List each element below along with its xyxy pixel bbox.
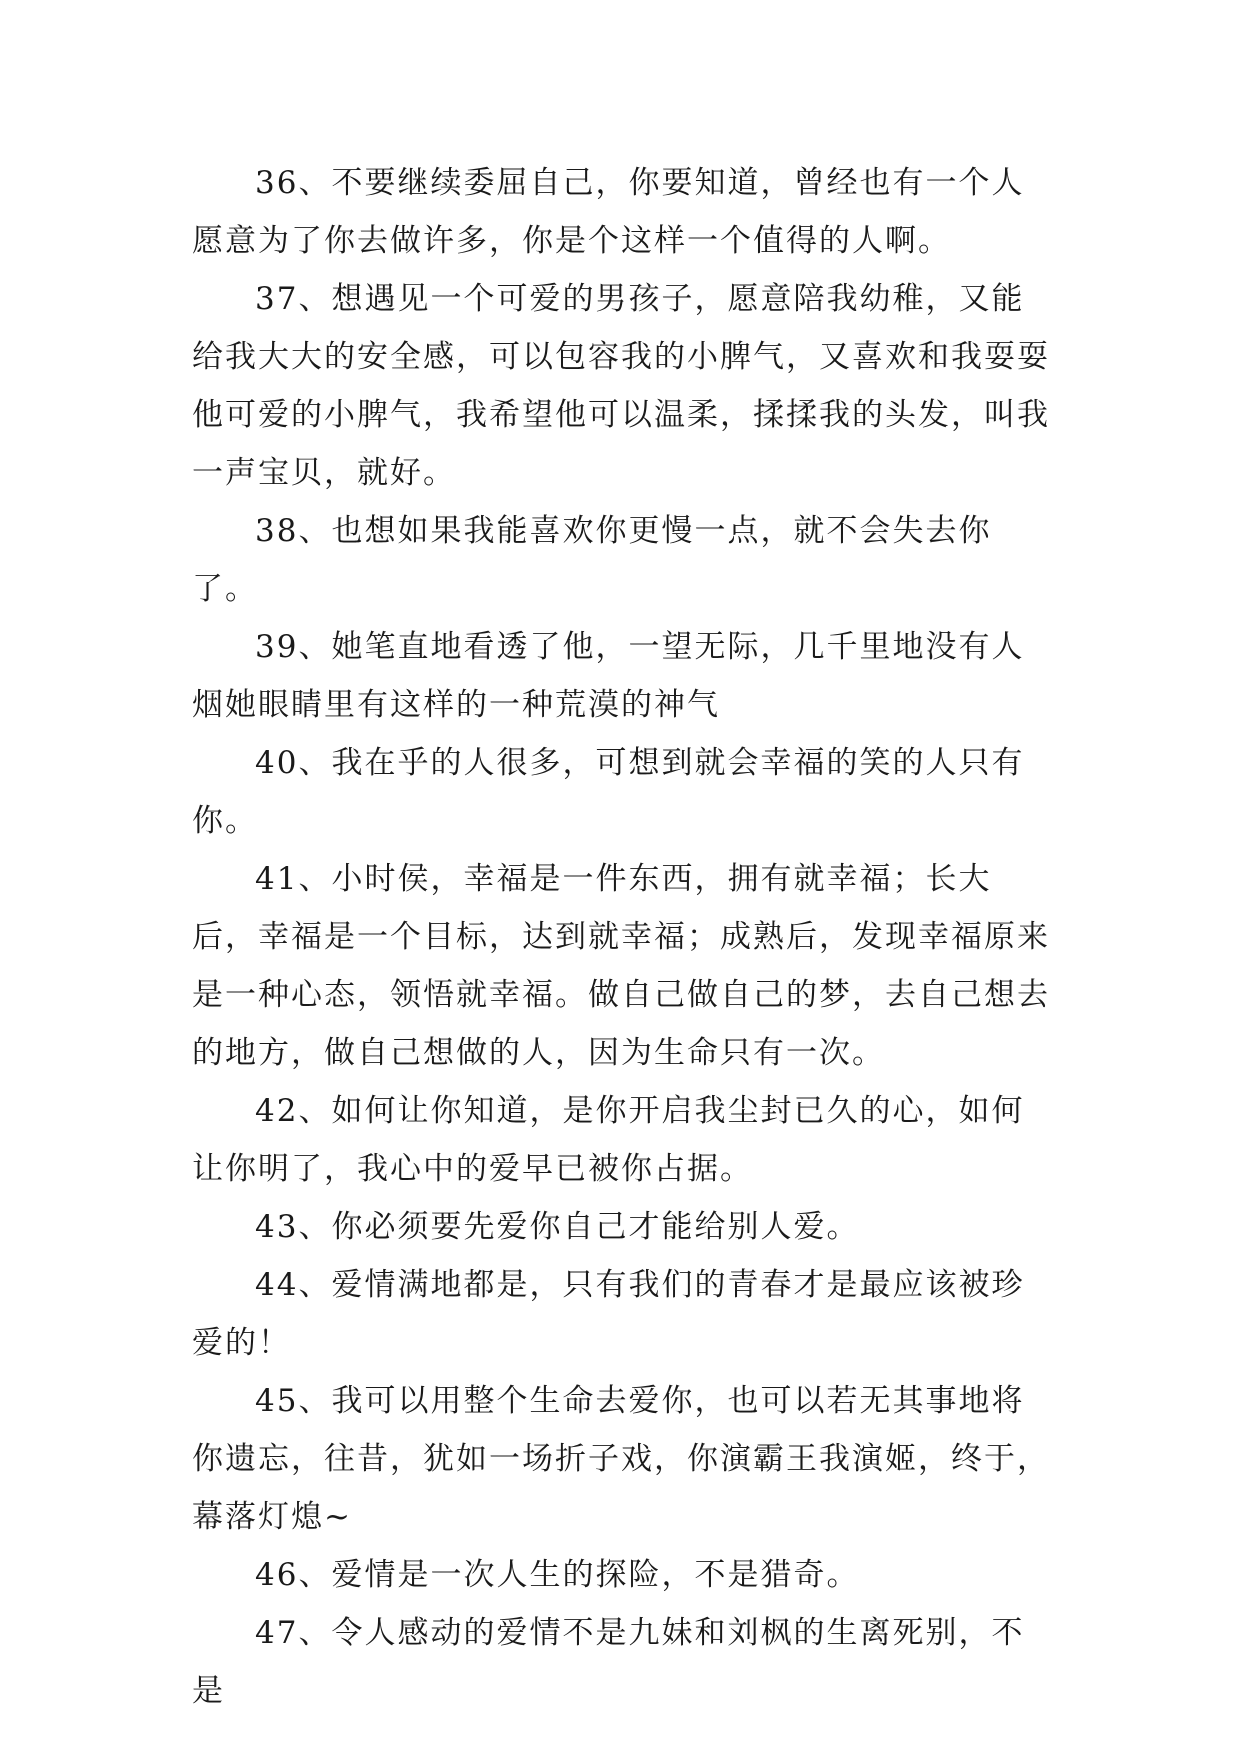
paragraph-43: 43、你必须要先爱你自己才能给别人爱。	[255, 1209, 860, 1245]
paragraph-40: 40、我在乎的人很多，可想到就会幸福的笑的人只有你。	[192, 745, 1025, 839]
paragraph-45: 45、我可以用整个生命去爱你，也可以若无其事地将你遗忘，往昔，犹如一场折子戏，你演霸王我演姬，终于，幕落灯熄~	[192, 1383, 1050, 1535]
paragraph-47: 47、令人感动的爱情不是九妹和刘枫的生离死别，不是	[192, 1615, 1025, 1709]
paragraph-37: 37、想遇见一个可爱的男孩子，愿意陪我幼稚，又能给我大大的安全感，可以包容我的小脾气，又喜欢和我耍耍他可爱的小脾气，我希望他可以温柔，揉揉我的头发，叫我一声宝贝，就好。	[192, 281, 1050, 491]
paragraph-46: 46、爱情是一次人生的探险，不是猎奇。	[255, 1557, 860, 1593]
paragraph-39: 39、她笔直地看透了他，一望无际，几千里地没有人烟她眼睛里有这样的一种荒漠的神气	[192, 629, 1025, 723]
paragraph-36: 36、不要继续委屈自己，你要知道，曾经也有一个人愿意为了你去做许多，你是个这样一个值得的人啊。	[192, 165, 1025, 259]
paragraph-42: 42、如何让你知道，是你开启我尘封已久的心，如何让你明了，我心中的爱早已被你占据。	[192, 1093, 1025, 1187]
paragraph-44: 44、爱情满地都是，只有我们的青春才是最应该被珍爱的！	[192, 1267, 1025, 1361]
document-body	[192, 154, 1057, 1720]
paragraph-41: 41、小时侯，幸福是一件东西，拥有就幸福；长大后，幸福是一个目标，达到就幸福；成熟后，发现幸福原来是一种心态，领悟就幸福。做自己做自己的梦，去自己想去的地方，做自己想做的人，因为生命只有一次。	[192, 861, 1050, 1071]
paragraph-38: 38、也想如果我能喜欢你更慢一点，就不会失去你了。	[192, 513, 992, 607]
